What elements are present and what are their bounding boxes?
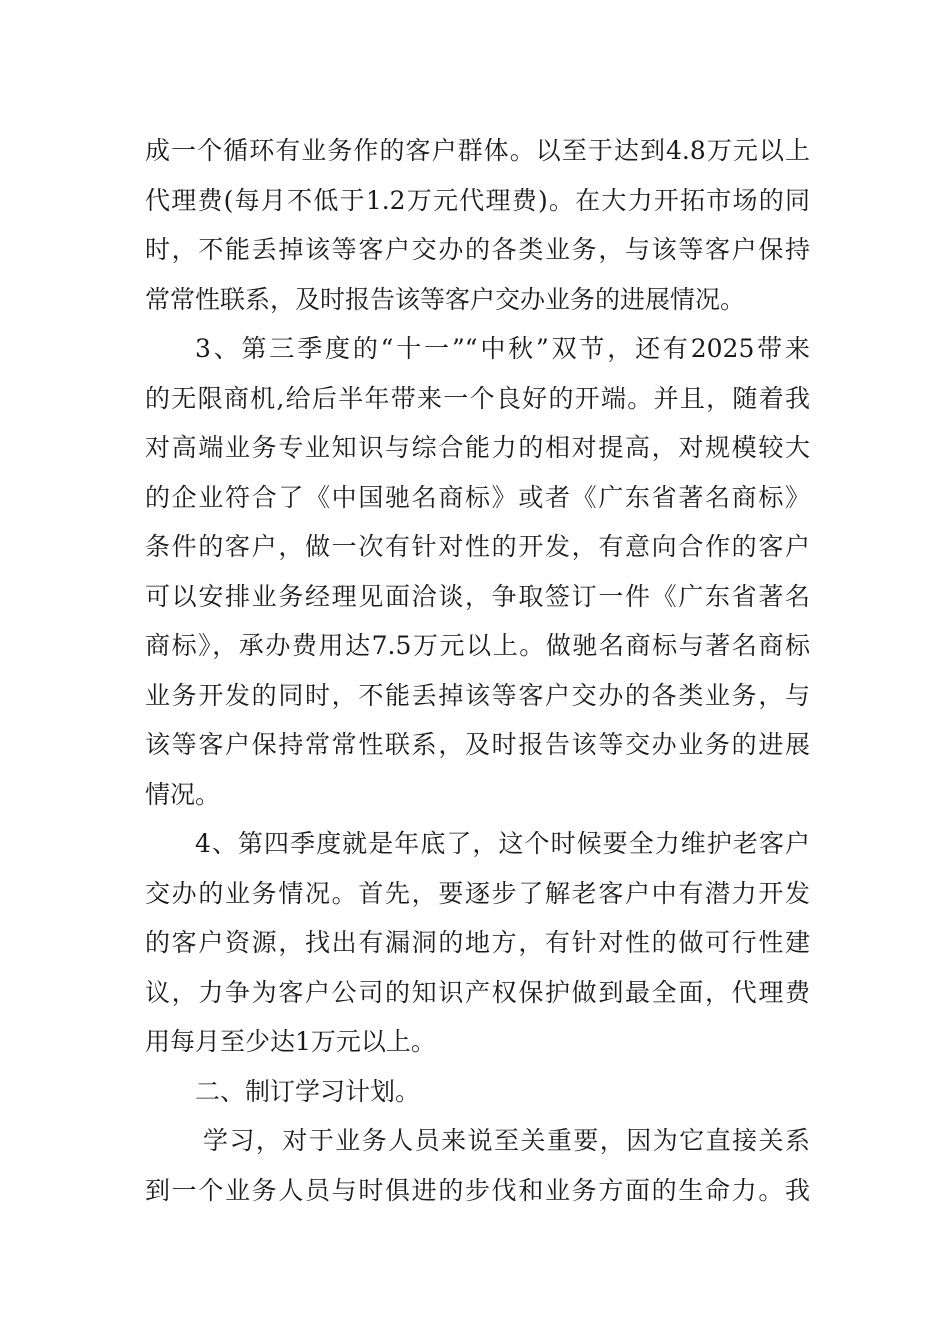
text-line: 情况。: [145, 779, 221, 809]
text-line: 对高端业务专业知识与综合能力的相对提高，对规模较大: [145, 433, 810, 462]
text-line: 的企业符合了《中国驰名商标》或者《广东省著名商标》: [145, 482, 810, 512]
text-line: 条件的客户，做一次有针对性的开发，有意向合作的客户: [145, 532, 810, 561]
text-line: 可以安排业务经理见面洽谈，争取签订一件《广东省著名: [145, 581, 810, 611]
text-line: 成一个循环有业务作的客户群体。以至于达到4.8万元以上: [145, 136, 810, 165]
text-line: 3、第三季度的“十一”“中秋”双节，还有2025带来: [195, 334, 810, 363]
text-line: 交办的业务情况。首先，要逐步了解老客户中有潜力开发: [145, 878, 810, 908]
text-line: 的客户资源，找出有漏洞的地方，有针对性的做可行性建: [145, 928, 810, 957]
text-line: 该等客户保持常常性联系，及时报告该等交办业务的进展: [145, 730, 810, 759]
text-line: 二、制订学习计划。: [195, 1076, 421, 1106]
text-line: 议，力争为客户公司的知识产权保护做到最全面，代理费: [145, 977, 810, 1007]
text-line: 学习，对于业务人员来说至关重要，因为它直接关系: [203, 1126, 810, 1155]
text-line: 时，不能丢掉该等客户交办的各类业务，与该等客户保持: [145, 235, 810, 264]
text-line: 业务开发的同时，不能丢掉该等客户交办的各类业务，与: [145, 680, 810, 710]
text-line: 4、第四季度就是年底了，这个时候要全力维护老客户: [195, 829, 810, 858]
text-line: 用每月至少达1万元以上。: [145, 1027, 436, 1056]
text-line: 常常性联系，及时报告该等客户交办业务的进展情况。: [145, 284, 746, 314]
text-line: 到一个业务人员与时俱进的步伐和业务方面的生命力。我: [145, 1175, 810, 1205]
text-line: 的无限商机,给后半年带来一个良好的开端。并且，随着我: [145, 383, 810, 413]
text-line: 代理费(每月不低于1.2万元代理费)。在大力开拓市场的同: [145, 185, 810, 215]
text-line: 商标》，承办费用达7.5万元以上。做驰名商标与著名商标: [145, 631, 810, 660]
document-body: [145, 126, 810, 1215]
